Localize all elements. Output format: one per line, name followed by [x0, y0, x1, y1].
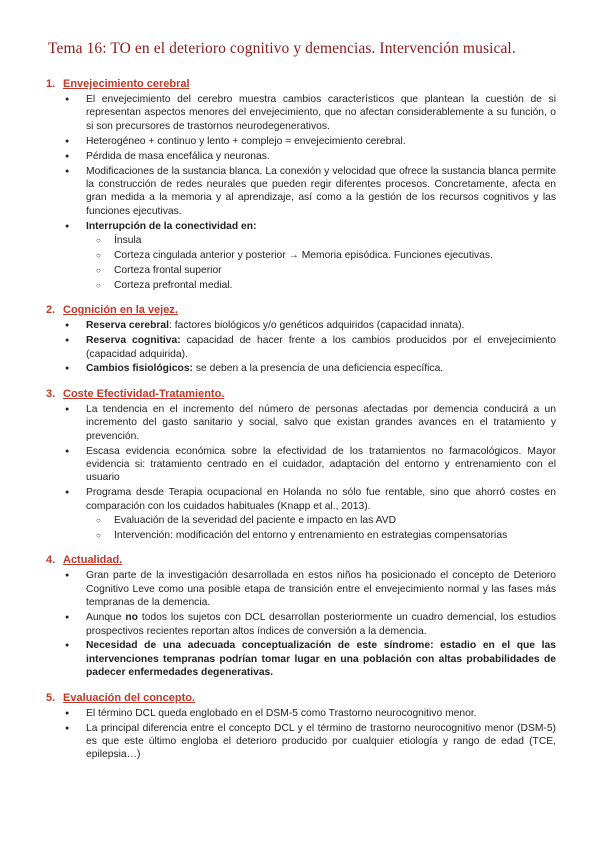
sub-list-item: ○ Intervención: modificación del entorno y entrenamiento en estrategias compensatorias: [114, 529, 556, 542]
section-actualidad: [46, 553, 556, 679]
sub-list-item: ○ Ínsula: [114, 234, 556, 247]
section-evaluacion-concepto: [46, 691, 556, 762]
section-number: 1.: [46, 78, 56, 90]
document-title: Tema 16: TO en el deterioro cognitivo y demencias. Intervención musical.: [48, 40, 516, 57]
sub-list: [86, 234, 556, 292]
section-envejecimiento-cerebral: [46, 77, 556, 292]
sub-list: [86, 514, 556, 542]
sub-list-item: ○ Corteza prefrontal medial.: [114, 279, 556, 292]
bullet-list: [46, 707, 556, 762]
list-item: ● La principal diferencia entre el concepto DCL y el término de trastorno neurocognitivo menor (DSM-5) es que este último engloba el deterioro producido por cualquier etiología y rango de edad (TCE, epilepsia…): [86, 722, 556, 762]
sub-list-item: ○ Corteza cingulada anterior y posterior → Memoria episódica. Funciones ejecutivas.: [114, 249, 556, 262]
section-title: Envejecimiento cerebral: [63, 78, 190, 90]
section-title: Cognición en la vejez.: [63, 304, 178, 317]
list-item: ● El término DCL queda englobado en el DSM-5 como Trastorno neurocognitivo menor.: [86, 707, 556, 720]
section-heading: [46, 387, 556, 401]
section-number: 2.: [46, 304, 56, 317]
list-item: ● Necesidad de una adecuada conceptualización de este síndrome: estadio en el que las intervenciones tempranas podrían tomar lugar en una población con altas probabilidades de padecer enfermedades degenerativas.: [86, 639, 556, 679]
list-item: ● Gran parte de la investigación desarrollada en estos niños ha posicionado el concepto de Deterioro Cognitivo Leve como una posible etapa de transición entre el envejecimiento normal y las fases más tempranas de la demencia.: [86, 569, 556, 609]
list-item: ● Cambios fisiológicos: se deben a la presencia de una deficiencia específica.: [86, 362, 556, 375]
bullet-list: [46, 319, 556, 376]
section-heading: [46, 691, 556, 705]
section-cognicion-vejez: [46, 303, 556, 376]
section-heading: [46, 553, 556, 567]
bullet-list: [46, 93, 556, 292]
section-title: Coste Efectividad-Tratamiento.: [63, 387, 225, 400]
section-title: Actualidad.: [63, 554, 123, 567]
list-item: ● Heterogéneo + continuo y lento + complejo = envejecimiento cerebral.: [86, 135, 556, 148]
section-heading: [46, 77, 556, 91]
list-item: ● Escasa evidencia económica sobre la efectividad de los tratamientos no farmacológicos. Mayor evidencia si: tratamiento centrado en el cuidador, adaptación del entorno y entrenamiento con el usuario: [86, 445, 556, 485]
section-title: Evaluación del concepto.: [63, 691, 196, 704]
bullet-list: [46, 569, 556, 679]
list-item: ● Programa desde Terapia ocupacional en Holanda no sólo fue rentable, sino que ahorró costes en comparación con los cuidados habituales (Knapp et al., 2013). ○ Evaluación de la severidad del paciente e impacto en las AVD ○ Intervención: modificación del entorno y entrenamiento en estrategias compensatorias: [86, 486, 556, 542]
bullet-list: [46, 403, 556, 543]
section-heading: [46, 303, 556, 317]
list-item: ● Pérdida de masa encefálica y neuronas.: [86, 150, 556, 163]
sub-list-item: ○ Evaluación de la severidad del paciente e impacto en las AVD: [114, 514, 556, 527]
list-item: ● El envejecimiento del cerebro muestra cambios característicos que plantean la cuestión de si representan aspectos menores del envejecimiento, que no afectan considerablemente a su función, o si son precursores de trastornos neurodegenerativos.: [86, 93, 556, 133]
section-number: 3.: [46, 387, 56, 400]
list-item: ● Interrupción de la conectividad en: ○ Ínsula ○ Corteza cingulada anterior y posterior → Memoria episódica. Funciones ejecutivas. ○ Corteza frontal superior ○ Corteza prefrontal medial.: [86, 220, 556, 293]
section-number: 5.: [46, 691, 56, 704]
list-item: ● Aunque no todos los sujetos con DCL desarrollan posteriormente un cuadro demencial, los estudios prospectivos recientes reportan altos índices de conversión a la demencia.: [86, 611, 556, 638]
list-item: ● Reserva cerebral: factores biológicos y/o genéticos adquiridos (capacidad innata).: [86, 319, 556, 332]
sub-list-item: ○ Corteza frontal superior: [114, 264, 556, 277]
section-coste-efectividad: [46, 387, 556, 543]
list-item: ● Modificaciones de la sustancia blanca. La conexión y velocidad que ofrece la sustancia blanca permite la construcción de redes neurales que pueden regir diferentes procesos. Concretamente, afecta en gran medida a la memoria y al aprendizaje, así como a la gestión de los recursos cognitivos y las funciones ejecutivas.: [86, 165, 556, 219]
list-item: ● La tendencia en el incremento del número de personas afectadas por demencia conducirá a un incremento del gasto sanitario y social, salvo que existan grandes avances en el tratamiento y prevención.: [86, 403, 556, 443]
list-item: ● Reserva cognitiva: capacidad de hacer frente a los cambios producidos por el envejecimiento (capacidad adquirida).: [86, 334, 556, 361]
section-number: 4.: [46, 554, 56, 567]
